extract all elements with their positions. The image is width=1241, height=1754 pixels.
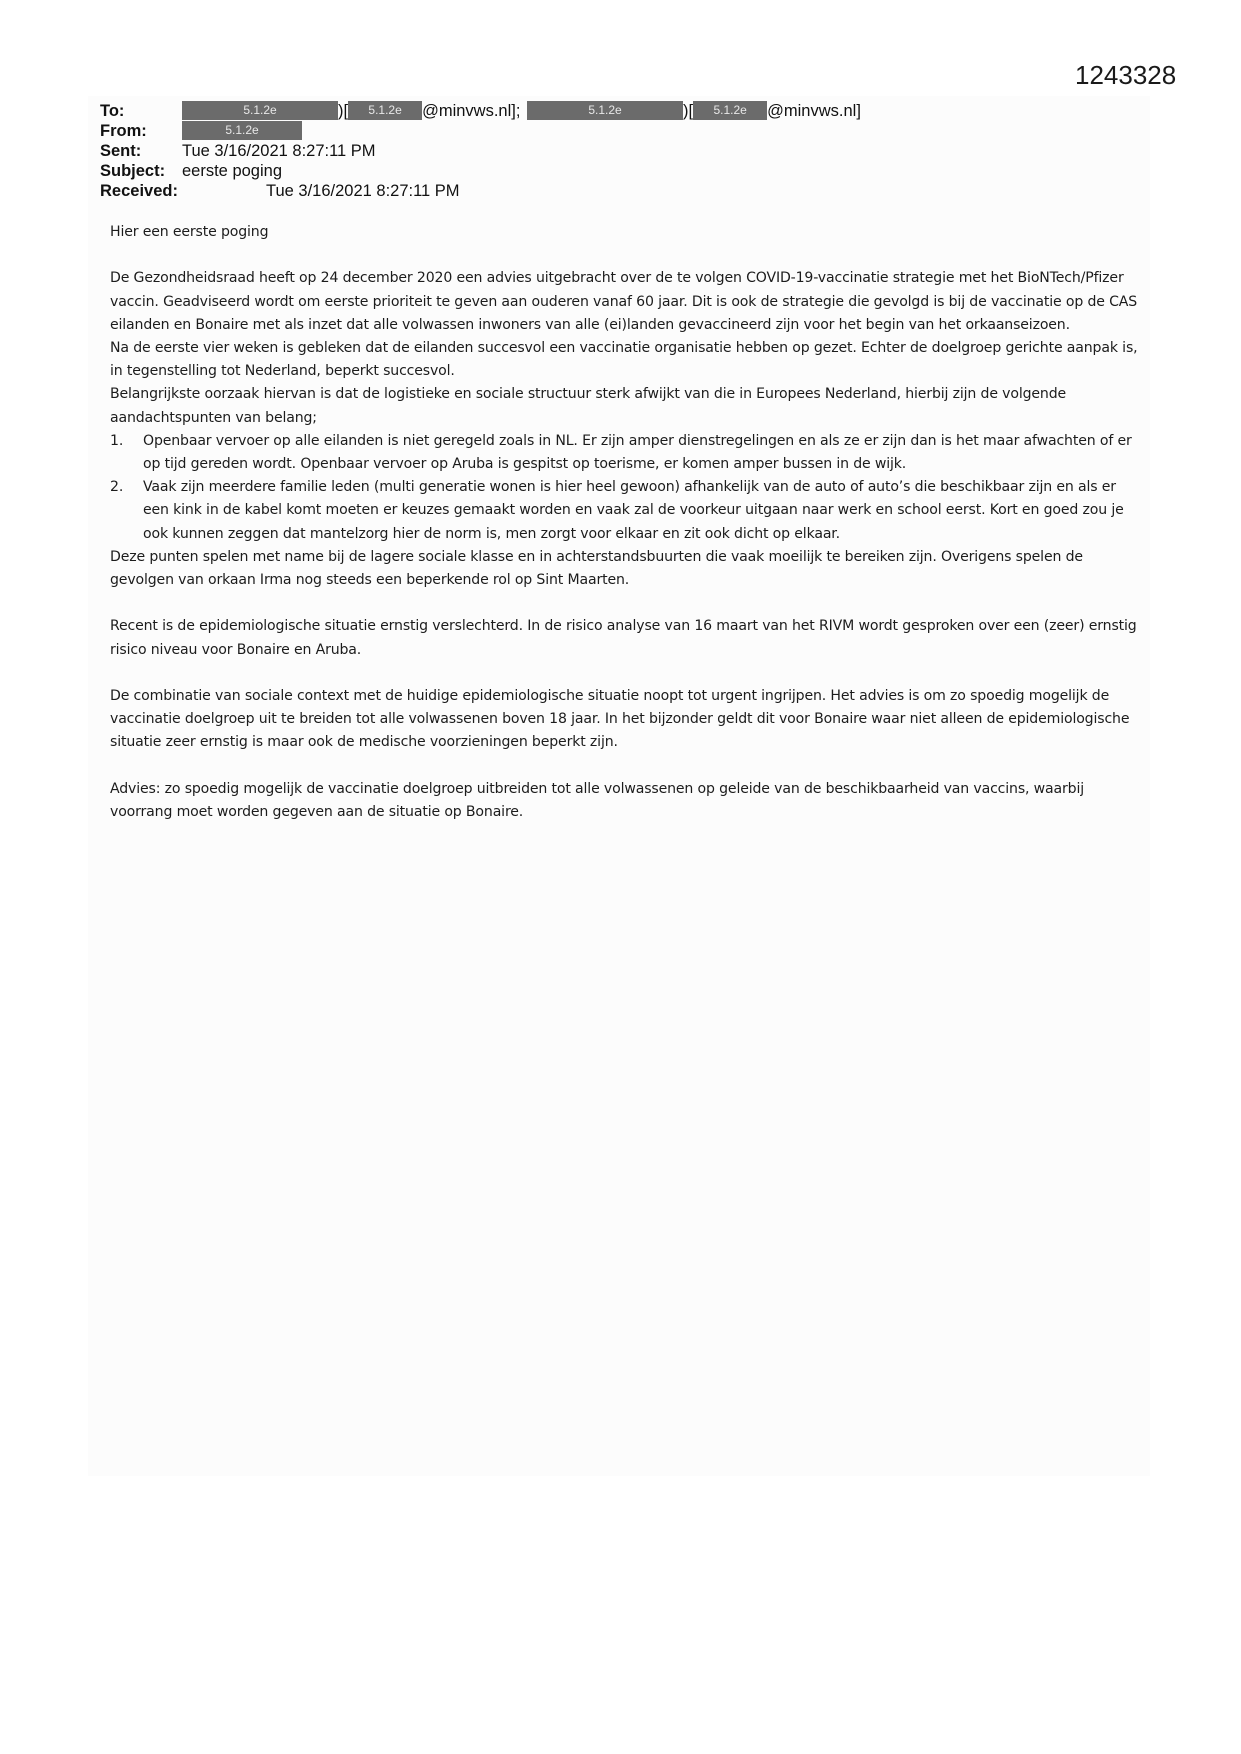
list-item: [110, 430, 1140, 476]
redaction-box: 5.1.2e: [693, 101, 767, 120]
paragraph: Na de eerste vier weken is gebleken dat de eilanden succesvol een vaccinatie organisatie hebben op gezet. Echter de doelgroep gerichte aanpak is, in tegenstelling tot Nederland, beperkt succesvol.: [110, 340, 1138, 380]
separator: )[: [338, 102, 349, 120]
received-label: Received:: [100, 182, 178, 200]
redaction-box: 5.1.2e: [527, 101, 683, 120]
separator: )[: [683, 102, 694, 120]
paragraph: Deze punten spelen met name bij de lagere sociale klasse en in achterstandsbuurten die vaak moeilijk te bereiken zijn. Overigens spelen de gevolgen van orkaan Irma nog steeds een beperkende rol op Sint Maarten.: [110, 548, 1083, 589]
email-domain: @minvws.nl]: [767, 102, 861, 120]
redaction-box: 5.1.2e: [348, 101, 422, 120]
list-text: Openbaar vervoer op alle eilanden is niet geregeld zoals in NL. Er zijn amper dienstregelingen en als ze er zijn dan is het maar afwachten of er op tijd gereden wordt. Openbaar vervoer op Aruba is gespitst op toerisme, er komen amper bussen in de wijk.: [143, 432, 1132, 473]
sent-value: Tue 3/16/2021 8:27:11 PM: [182, 142, 376, 160]
list-item: [110, 476, 1140, 546]
email-body: [110, 221, 1140, 824]
from-value: [182, 121, 302, 141]
paragraph: Advies: zo spoedig mogelijk de vaccinatie doelgroep uitbreiden tot alle volwassenen op geleide van de beschikbaarheid van vaccins, waarbij voorrang moet worden gegeven aan de situatie op Bonaire.: [110, 780, 1085, 821]
document-id: 1243328: [1075, 60, 1177, 90]
sent-label: Sent:: [100, 142, 142, 160]
subject-label: Subject:: [100, 162, 166, 180]
paragraph: De combinatie van sociale context met de huidige epidemiologische situatie noopt tot urgent ingrijpen. Het advies is om zo spoedig mogelijk de vaccinatie doelgroep uit te breiden tot alle volwassenen boven 18 jaar. In het bijzonder geldt dit voor Bonaire waar niet alleen de epidemiologische situatie zeer ernstig is maar ook de medische voorzieningen beperkt zijn.: [110, 688, 1130, 751]
paragraph: Belangrijkste oorzaak hiervan is dat de logistieke en sociale structuur sterk afwijkt van die in Europees Nederland, hierbij zijn de volgende aandachtspunten van belang;: [110, 386, 1067, 426]
paragraph: De Gezondheidsraad heeft op 24 december 2020 een advies uitgebracht over de te volgen COVID-19-vaccinatie strategie met het BioNTech/Pfizer vaccin. Geadviseerd wordt om eerste prioriteit te geven aan ouderen vanaf 60 jaar. Dit is ook de strategie die gevolgd is bij de vaccinatie op de CAS eilanden en Bonaire met als inzet dat alle volwassen inwoners van alle (ei)landen gevaccineerd zijn voor het begin van het orkaanseizoen.: [110, 270, 1138, 333]
list-number: 1.: [110, 432, 124, 449]
subject-value: eerste poging: [182, 162, 282, 180]
from-label: From:: [100, 122, 147, 140]
redaction-box: 5.1.2e: [182, 121, 302, 140]
greeting: Hier een eerste poging: [110, 224, 269, 240]
to-label: To:: [100, 102, 125, 120]
list-text: Vaak zijn meerdere familie leden (multi generatie wonen is hier heel gewoon) afhankelijk van de auto of auto’s die beschikbaar zijn en als er een kink in de kabel komt moeten er keuzes gemaakt worden en vaak zal de voorkeur uitgaan naar werk en school eerst. Kort en goed zou je ook kunnen zeggen dat mantelzorg hier de norm is, men zorgt voor elkaar en zit ook dicht op elkaar.: [143, 479, 1124, 542]
redaction-box: 5.1.2e: [182, 101, 338, 120]
paragraph: Recent is de epidemiologische situatie ernstig verslechterd. In de risico analyse van 16 maart van het RIVM wordt gesproken over een (zeer) ernstig risico niveau voor Bonaire en Aruba.: [110, 618, 1137, 658]
received-value: Tue 3/16/2021 8:27:11 PM: [266, 182, 460, 200]
email-domain: @minvws.nl];: [422, 102, 521, 120]
list-number: 2.: [110, 479, 124, 496]
to-value: [182, 101, 861, 121]
